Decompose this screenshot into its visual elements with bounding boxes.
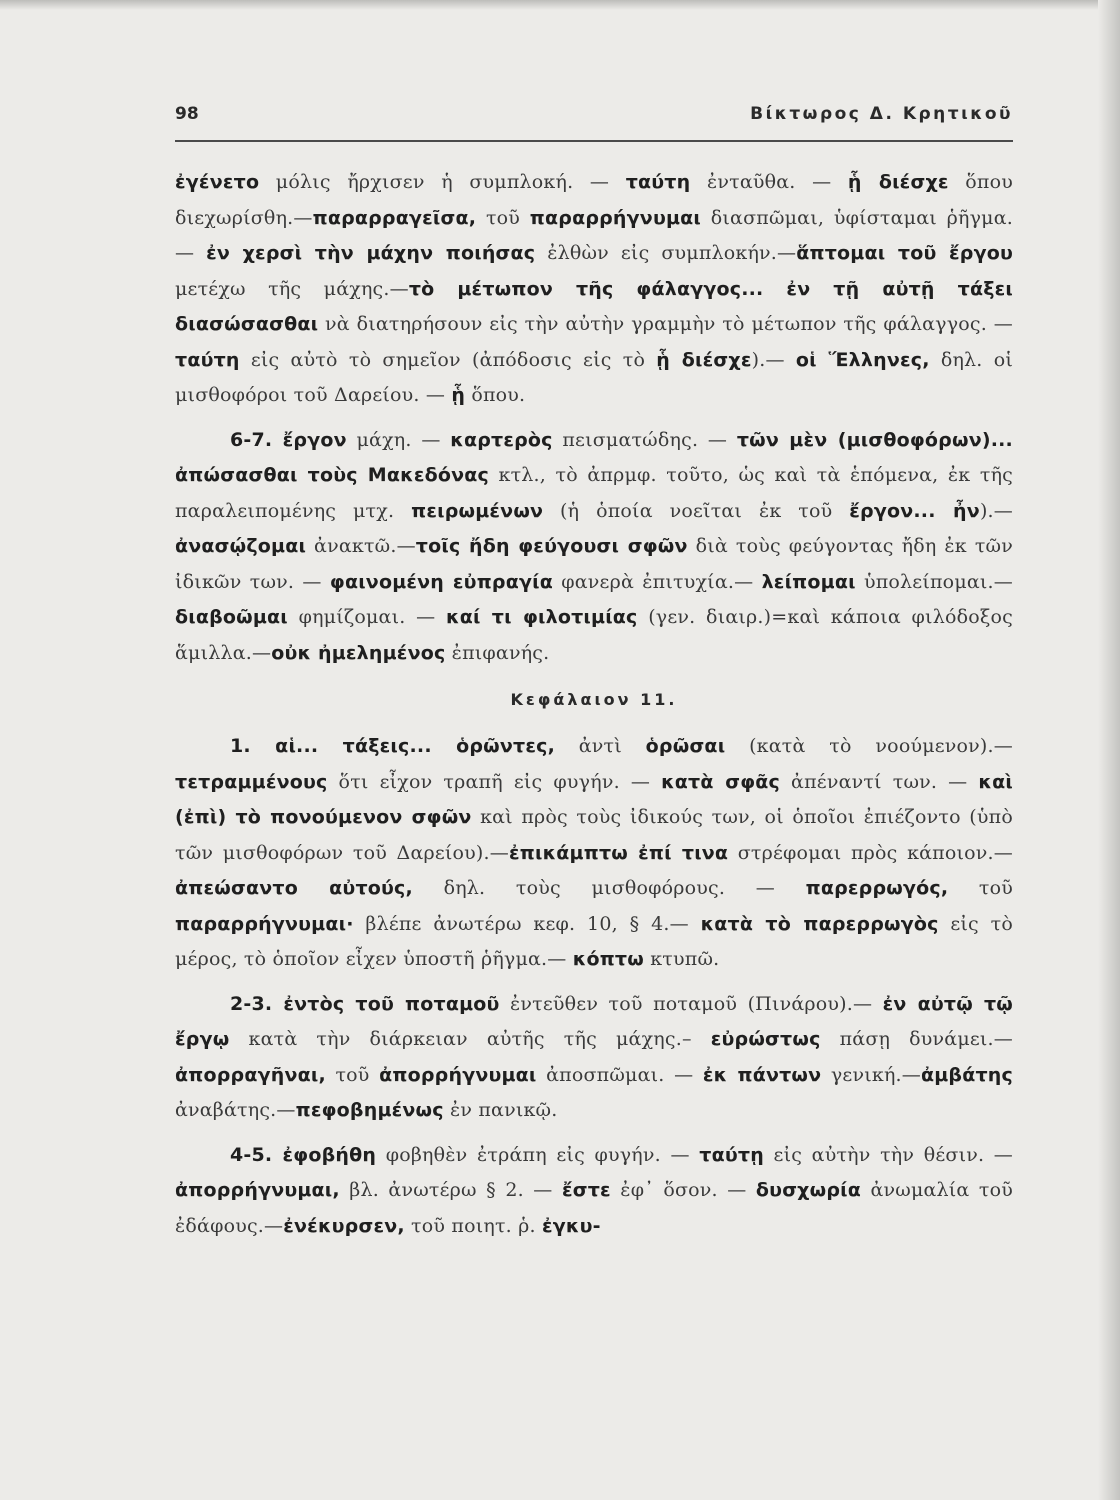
lemma-term: φαινομένη εὐπραγία <box>329 570 553 593</box>
lemma-term: κατὰ σφᾶς <box>661 770 781 793</box>
gloss-text: τοῦ <box>476 206 530 229</box>
gloss-text: μετέχω τῆς μάχης.— <box>175 277 409 300</box>
lemma-term: ἐπικάμπτω ἐπί τινα <box>508 841 729 864</box>
gloss-text: ἐνταῦθα. — <box>690 171 848 193</box>
gloss-text: ἐλθὼν εἰς συμπλοκήν.— <box>535 242 797 264</box>
lemma-term: ἐγένετο <box>175 171 260 193</box>
gloss-text: δηλ. οἱ μισθοφόροι τοῦ Δαρείου. — <box>175 348 1013 406</box>
lemma-term: 6-7. ἔργον <box>230 428 347 451</box>
paragraph <box>175 165 1013 414</box>
lemma-term: καί τι φιλοτιμίας <box>446 606 638 628</box>
lemma-term: ἐκ πάντων <box>702 1063 822 1086</box>
paragraph-gap <box>175 414 1013 423</box>
gloss-text: ἀπέναντί των. — <box>780 770 979 793</box>
gloss-text: φανερὰ ἐπιτυχία.— <box>552 570 762 593</box>
scan-top-edge <box>0 0 1120 10</box>
gloss-text: φοβηθὲν ἐτράπη εἰς φυγήν. — <box>376 1143 700 1166</box>
gloss-text: (κατὰ τὸ νοούμενον).— <box>725 735 1013 757</box>
gloss-text: ἐντεῦθεν τοῦ ποταμοῦ (Πινάρου).— <box>499 992 883 1015</box>
lemma-term: ὁρῶσαι <box>645 735 726 757</box>
lemma-term: ἀπορρήγνυμαι, <box>175 1179 340 1201</box>
gloss-text: ).— <box>751 348 796 371</box>
paragraph <box>175 423 1013 672</box>
lemma-term: ἀπορραγῆναι, <box>175 1063 326 1086</box>
gloss-text: κτυπῶ. <box>643 948 720 970</box>
gloss-text: εἰς αὐτὸ τὸ σημεῖον (ἀπόδοσις εἰς τὸ <box>239 348 657 371</box>
gloss-text: πεισματώδης. — <box>552 428 737 451</box>
gloss-text: πάσῃ δυνάμει.— <box>820 1028 1013 1050</box>
gloss-text: ὑπολείπομαι.— <box>855 570 1013 593</box>
lemma-term: πειρωμένων <box>411 499 544 522</box>
lemma-term: ᾗ διέσχε <box>656 348 752 371</box>
gloss-text: ἀναβάτης.— <box>175 1099 296 1121</box>
page-number: 98 <box>175 104 199 124</box>
gloss-text: ἀποσπῶμαι. — <box>536 1063 703 1086</box>
gloss-text: κτλ., τὸ ἀπρμφ. τοῦτο, ὡς καὶ τὰ ἑπόμενα, ἐκ τῆς παραλειπομένης μτχ. <box>175 464 1013 522</box>
gloss-text: δηλ. τοὺς μισθοφόρους. — <box>412 877 806 899</box>
lemma-term: ἀμβάτης <box>920 1063 1013 1086</box>
lemma-term: ᾗ διέσχε <box>847 171 949 193</box>
gloss-text: φημίζομαι. — <box>287 606 446 628</box>
gloss-text: βλ. ἀνωτέρω § 2. — <box>339 1179 562 1201</box>
lemma-term: ταύτη <box>175 348 240 371</box>
paragraph-gap <box>175 1129 1013 1138</box>
gloss-text: ἐπιφανής. <box>445 641 550 664</box>
gloss-text: εἰς τὸ μέρος, τὸ ὁποῖον εἶχεν ὑποστῆ ῥῆγμα.— <box>175 912 1013 970</box>
lemma-term: ἐν χερσὶ τὴν μάχην ποιήσας <box>206 242 536 264</box>
lemma-term: ἐνέκυρσεν, <box>283 1214 405 1237</box>
lemma-term: διαβοῶμαι <box>175 606 288 628</box>
paragraph <box>175 729 1013 978</box>
lemma-term: κόπτω <box>572 948 644 970</box>
commentary-text <box>175 165 1013 1244</box>
gloss-text: (γεν. διαιρ.)=καὶ κάποια φιλόδοξος ἅμιλλα.— <box>175 606 1014 664</box>
gloss-text: μόλις ἤρχισεν ἡ συμπλοκή. — <box>259 171 626 193</box>
gloss-text: διασπῶμαι, ὑφίσταμαι ῥῆγμα. — <box>175 206 1013 264</box>
gloss-text: μάχη. — <box>346 428 451 451</box>
lemma-term: δυσχωρία <box>755 1179 862 1201</box>
lemma-term: ταύτη <box>625 171 691 193</box>
lemma-term: οἱ Ἕλληνες, <box>795 348 930 371</box>
lemma-term: τῶν μὲν (μισθοφόρων)... ἀπώσασθαι τοὺς Μακεδόνας <box>175 428 1013 486</box>
lemma-term: ἀπορρήγνυμαι <box>379 1063 537 1086</box>
lemma-term: οὐκ ἠμελημένος <box>271 641 446 664</box>
lemma-term: 4-5. ἐφοβήθη <box>230 1143 377 1166</box>
gloss-text: ἐν πανικῷ. <box>443 1099 558 1121</box>
lemma-term: λείπομαι <box>761 570 856 593</box>
lemma-term: ἔργον... ἦν <box>849 499 980 522</box>
lemma-term: 1. αἱ... τάξεις... ὁρῶντες, <box>230 735 555 757</box>
chapter-heading: Κεφάλαιον 11. <box>510 690 678 709</box>
gloss-text: ὅτι εἶχον τραπῆ εἰς φυγήν. — <box>327 770 662 793</box>
gloss-text: στρέφομαι πρὸς κάποιον.— <box>728 841 1013 864</box>
paragraph-gap <box>175 978 1013 987</box>
lemma-term: ἅπτομαι τοῦ ἔργου <box>796 242 1013 264</box>
lemma-term: ἀπεώσαντο αὐτούς, <box>175 877 413 899</box>
gloss-text: βλέπε ἀνωτέρω κεφ. 10, § 4.— <box>353 912 701 935</box>
gloss-text: ἐφ᾽ ὅσον. — <box>610 1179 756 1201</box>
gloss-text: ἀνωμαλία τοῦ ἐδάφους.— <box>175 1179 1013 1237</box>
lemma-term: πεφοβημένως <box>295 1099 444 1121</box>
scan-right-edge <box>1098 0 1120 1500</box>
gloss-text: καὶ πρὸς τοὺς ἰδικούς των, οἱ ὁποῖοι ἐπιέζοντο (ὑπὸ τῶν μισθοφόρων τοῦ Δαρείου).— <box>175 806 1013 864</box>
lemma-term: καὶ (ἐπὶ) τὸ πονούμενον σφῶν <box>175 770 1013 828</box>
lemma-term: κατὰ τὸ παρερρωγὸς <box>700 912 939 935</box>
lemma-term: τοῖς ἤδη φεύγουσι σφῶν <box>415 535 688 557</box>
gloss-text: ).— <box>979 499 1013 522</box>
lemma-term: ταύτῃ <box>699 1143 764 1166</box>
gloss-text: (ἡ ὁποία νοεῖται ἐκ τοῦ <box>543 499 850 522</box>
gloss-text: γενική.— <box>821 1063 921 1086</box>
lemma-term: ἐγκυ- <box>542 1214 601 1237</box>
running-head-author: Βίκτωρος Δ. Κρητικοῦ <box>750 104 1013 124</box>
gloss-text: νὰ διατηρήσουν εἰς τὴν αὐτὴν γραμμὴν τὸ μέτωπον τῆς φάλαγγος. — <box>318 313 1013 335</box>
gloss-text: τοῦ <box>948 877 1014 899</box>
lemma-term: παρερρωγός, <box>805 877 949 899</box>
lemma-term: 2-3. ἐντὸς τοῦ ποταμοῦ <box>230 992 500 1015</box>
gloss-text: τοῦ <box>325 1063 380 1086</box>
lemma-term: παραρρήγνυμαι <box>529 206 702 229</box>
lemma-term: παραρραγεῖσα, <box>312 206 477 229</box>
gloss-text: ἀντὶ <box>554 735 646 757</box>
lemma-term: ᾗ <box>451 384 466 406</box>
gloss-text: εἰς αὐτὴν τὴν θέσιν. — <box>763 1143 1014 1166</box>
lemma-term: ἔστε <box>561 1179 611 1201</box>
lemma-term: τετραμμένους <box>175 770 328 793</box>
gloss-text: ὅπου. <box>465 384 526 406</box>
gloss-text: κατὰ τὴν διάρκειαν αὐτῆς τῆς μάχης.– <box>229 1028 711 1050</box>
lemma-term: καρτερὸς <box>450 428 553 451</box>
running-header <box>175 100 1013 142</box>
lemma-term: εὐρώστως <box>710 1028 821 1050</box>
lemma-term: παραρρήγνυμαι· <box>175 912 354 935</box>
gloss-text: διὰ τοὺς φεύγοντας ἤδη ἐκ τῶν ἰδικῶν των. — <box>175 535 1013 593</box>
lemma-term: ἀνασῴζομαι <box>175 535 307 557</box>
lemma-term: τὸ μέτωπον τῆς φάλαγγος... ἐν τῇ αὐτῇ τάξει διασώσασθαι <box>175 277 1014 335</box>
gloss-text: τοῦ ποιητ. ῥ. <box>404 1214 542 1237</box>
paragraph <box>175 1138 1013 1245</box>
gloss-text: ἀνακτῶ.— <box>306 535 416 557</box>
lemma-term: ἐν αὐτῷ τῷ ἔργῳ <box>175 992 1014 1050</box>
paragraph <box>175 987 1013 1129</box>
gloss-text: ὅπου διεχωρίσθη.— <box>175 171 1013 229</box>
